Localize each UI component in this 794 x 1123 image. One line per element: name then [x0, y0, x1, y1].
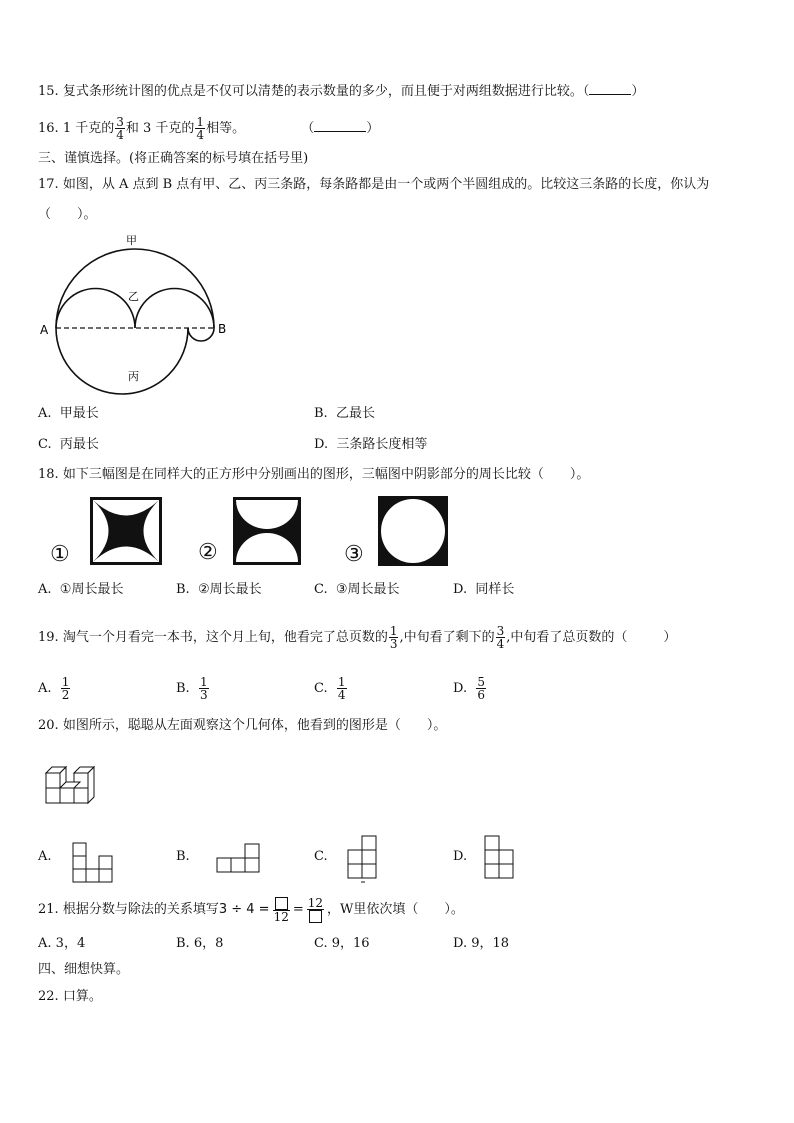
option-c[interactable]: C. $\frac{1}{4}$	[314, 675, 346, 702]
option-b[interactable]: B. $\frac{1}{3}$	[176, 675, 208, 702]
question-19: 19. 淘气一个月看完一本书，这个月上旬，他看完了总页数的 $\frac{1}{3}$ ,中旬看了剩下的 $\frac{3}{4}$ ,中旬看了总页数的（ ）	[38, 624, 677, 651]
shaded-figure-2	[233, 497, 301, 565]
question-17	[38, 176, 709, 194]
option-c[interactable]: C. ③周长最长	[314, 582, 400, 597]
shaded-figure-3	[378, 496, 448, 566]
question-text: 复式条形统计图的优点是不仅可以清楚的表示数量的多少，而且便于对两组数据进行比较。（	[62, 84, 590, 99]
section-title: 三、谨慎选择。(将正确答案的标号填在括号里)	[38, 151, 309, 166]
question-number: 22.	[38, 989, 59, 1004]
label-yi: 乙	[128, 290, 139, 303]
question-text: 口算。	[62, 989, 102, 1004]
option-d[interactable]: D. $\frac{5}{6}$	[453, 675, 485, 702]
figure-label-2: ②	[198, 540, 218, 565]
question-15: 15. 复式条形统计图的优点是不仅可以清楚的表示数量的多少，而且便于对两组数据进行比较。（ ）	[38, 84, 645, 99]
fraction: $\frac{3}{4}$	[116, 115, 124, 142]
figure-label-3: ③	[344, 542, 364, 567]
view-option-a[interactable]	[72, 842, 116, 884]
option-c[interactable]: C.	[314, 849, 328, 864]
answer-blank[interactable]	[314, 119, 366, 132]
option-c[interactable]: C. 丙最长	[38, 437, 99, 452]
answer-paren[interactable]: （ ）。	[38, 207, 97, 222]
option-d[interactable]: D. 9，18	[453, 936, 510, 951]
question-number: 20.	[38, 718, 59, 733]
question-text: 如下三幅图是在同样大的正方形中分别画出的图形，三幅图中阴影部分的周长比较（ ）。	[62, 467, 590, 482]
label-b: B	[218, 322, 227, 336]
blank-box-icon[interactable]	[275, 897, 288, 910]
label-a: A	[40, 323, 49, 337]
fraction: $\frac{1}{4}$	[196, 115, 205, 142]
label-bing: 丙	[128, 370, 139, 383]
figure-label-1: ①	[50, 542, 70, 567]
option-a[interactable]: A.	[38, 849, 52, 864]
question-number: 16.	[38, 121, 59, 136]
view-option-c[interactable]	[347, 834, 379, 884]
option-a[interactable]: A. $\frac{1}{2}$	[38, 675, 70, 702]
option-d[interactable]: D. 三条路长度相等	[314, 437, 428, 452]
view-option-d[interactable]	[484, 834, 516, 884]
fraction: 12	[273, 897, 290, 923]
section-title: 四、细想快算。	[38, 962, 130, 977]
answer-blank[interactable]	[589, 82, 631, 95]
option-b[interactable]: B. 6，8	[176, 936, 224, 951]
option-d[interactable]: D. 同样长	[453, 582, 515, 597]
question-16: 16. 1 千克的 $\frac{3}{4}$ 和 3 千克的 $\frac{1}{4}$ 相等。 （ ）	[38, 115, 380, 142]
question-18	[38, 466, 589, 484]
semicircle-paths-figure	[36, 230, 276, 400]
question-20	[38, 717, 446, 735]
question-21: 21. 根据分数与除法的关系填写3 ÷ 4 = 12 = 12 ，W里依次填（ ）。	[38, 895, 464, 924]
shaded-figure-1	[90, 497, 162, 565]
label-jia: 甲	[126, 234, 137, 247]
blank-box-icon[interactable]	[309, 910, 322, 923]
option-b[interactable]: B. 乙最长	[314, 406, 375, 421]
cube-solid-figure	[44, 758, 104, 808]
option-c[interactable]: C. 9，16	[314, 936, 370, 951]
question-number: 17.	[38, 177, 59, 192]
question-number: 15.	[38, 84, 59, 99]
fraction: $\frac{3}{4}$	[496, 624, 505, 651]
question-22	[38, 988, 102, 1006]
question-number: 21.	[38, 902, 59, 917]
question-number: 18.	[38, 467, 59, 482]
question-text: 如图，从 A 点到 B 点有甲、乙、丙三条路，每条路都是由一个或两个半圆组成的。比较这三条路的长度，你认为	[62, 177, 710, 192]
option-b[interactable]: B. ②周长最长	[176, 582, 262, 597]
option-d[interactable]: D.	[453, 849, 468, 864]
fraction: $\frac{1}{3}$	[389, 624, 398, 651]
option-a[interactable]: A. 3，4	[38, 936, 86, 951]
option-b[interactable]: B.	[176, 849, 190, 864]
fraction: 12	[307, 897, 324, 923]
option-a[interactable]: A. 甲最长	[38, 406, 99, 421]
question-text: 如图所示，聪聪从左面观察这个几何体，他看到的图形是（ ）。	[62, 718, 447, 733]
question-number: 19.	[38, 630, 59, 645]
view-option-b[interactable]	[216, 844, 262, 874]
option-a[interactable]: A. ①周长最长	[38, 582, 124, 597]
